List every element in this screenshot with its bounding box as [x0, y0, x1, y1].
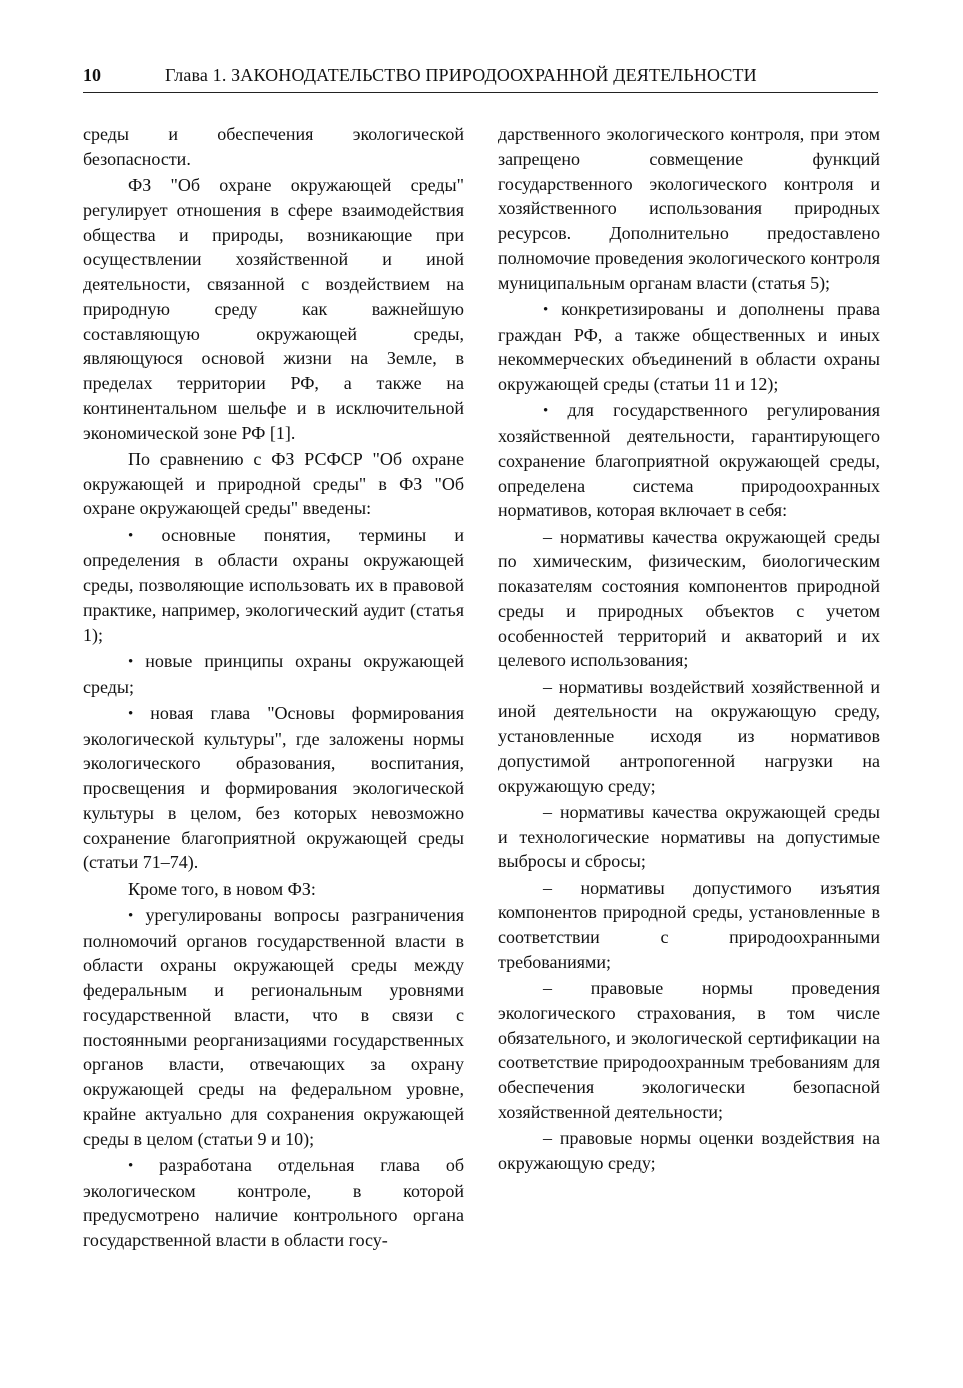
- dash-item: – нормативы качества окружающей среды по химическим, физическим, биологическим показателям состояния компонентов природной среды и природных объектов с учетом особенностей территорий и акваторий и их целевого использования;: [498, 526, 880, 671]
- bullet-item: [83, 903, 464, 1152]
- bullet-text: разработана отдельная глава об экологическом контроле, в которой предусмотрено наличие контрольного органа государственной власти в области госу-: [83, 1154, 464, 1250]
- bullet-item: [83, 701, 464, 875]
- bullet-item: [498, 398, 880, 523]
- page-number: 10: [83, 65, 101, 85]
- paragraph: среды и обеспечения экологической безопасности.: [83, 124, 464, 169]
- paragraph: По сравнению с ФЗ РСФСР "Об охране окружающей и природной среды" в ФЗ "Об охране окружающей среды" введены:: [83, 448, 464, 519]
- paragraph: дарственного экологического контроля, при этом запрещено совмещение функций государственного экологического контроля и хозяйственного использования природных ресурсов. Дополнительно предоставлено полномочие проведения экологического контроля муниципальным органам власти (статья 5);: [498, 124, 880, 293]
- page-header: [83, 62, 878, 93]
- bullet-icon: •: [128, 907, 134, 924]
- dash-item: – правовые нормы проведения экологического страхования, в том числе обязательного, и экологической сертификации на соответствие природоохранным требованиям для обеспечения экологически безопасной хозяйственной деятельности;: [498, 978, 880, 1122]
- bullet-text: для государственного регулирования хозяйственной деятельности, гарантирующего сохранение благоприятной окружающей среды, определена система природоохранных нормативов, которая включает в себя:: [498, 400, 881, 521]
- bullet-icon: •: [543, 403, 549, 420]
- left-column: [83, 122, 464, 1254]
- bullet-icon: •: [128, 1157, 134, 1174]
- bullet-item: [83, 649, 464, 700]
- right-column: [498, 122, 880, 1177]
- dash-item: – нормативы качества окружающей среды и технологические нормативы на допустимые выбросы и сбросы;: [498, 801, 880, 872]
- paragraph: ФЗ "Об охране окружающей среды" регулирует отношения в сфере взаимодействия общества и природы, возникающие при осуществлении хозяйственной и иной деятельности, связанной с воздействием на природную среду как важнейшую составляющую окружающей среды, являющуюся основой жизни на Земле, в пределах территории РФ, а также на континентальном шельфе и в исключительной экономической зоне РФ [1].: [83, 175, 464, 443]
- bullet-icon: •: [128, 653, 134, 670]
- bullet-text: основные понятия, термины и определения в области охраны окружающей среды, позволяющие использовать их в правовой практике, например, экологический аудит (статья 1);: [83, 524, 465, 645]
- bullet-text: конкретизированы и дополнены права граждан РФ, а также общественных и иных некоммерческих объединений в области охраны окружающей среды (статьи 11 и 12);: [498, 298, 880, 394]
- bullet-text: новые принципы охраны окружающей среды;: [83, 650, 465, 697]
- bullet-item: [83, 523, 464, 648]
- bullet-text: урегулированы вопросы разграничения полномочий органов государственной власти в области охраны окружающей среды между федеральным и региональным уровнями государственной власти, что в связи с постоянными реорганизациями государственных органов власти, отвечающих за охрану окружающей среды на федеральном уровне, крайне актуально для сохранения окружающей среды в целом (статьи 9 и 10);: [83, 904, 464, 1149]
- paragraph: Кроме того, в новом ФЗ:: [128, 878, 316, 899]
- dash-item: – нормативы воздействий хозяйственной и иной деятельности на окружающую среду, установленные исходя из нормативов допустимой антропогенной нагрузки на окружающую среду;: [498, 676, 880, 796]
- bullet-icon: •: [128, 705, 134, 722]
- bullet-item: [498, 297, 880, 397]
- dash-item: – нормативы допустимого изъятия компонентов природной среды, установленные в соответствии с природоохранными требованиями;: [498, 877, 880, 972]
- dash-item: – правовые нормы оценки воздействия на окружающую среду;: [498, 1128, 880, 1173]
- bullet-text: новая глава "Основы формирования экологической культуры", где заложены нормы экологического образования, воспитания, просвещения и формирования экологической культуры в целом, без которых невозможно сохранение благоприятной окружающей среды (статьи 71–74).: [83, 702, 464, 873]
- running-head: Глава 1. ЗАКОНОДАТЕЛЬСТВО ПРИРОДООХРАННОЙ ДЕЯТЕЛЬНОСТИ: [165, 65, 757, 85]
- bullet-item: [83, 1153, 464, 1253]
- bullet-icon: •: [543, 301, 549, 318]
- bullet-icon: •: [128, 527, 134, 544]
